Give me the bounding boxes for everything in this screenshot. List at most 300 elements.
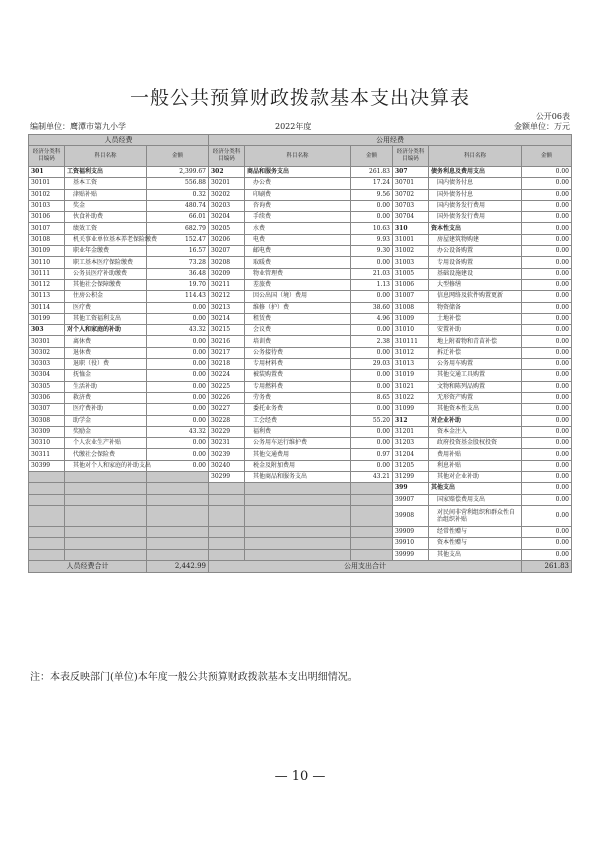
- amount-cell: 0.00: [351, 460, 393, 471]
- name-cell: 工资福利支出: [65, 167, 147, 178]
- code-cell: 30702: [393, 189, 429, 200]
- footnote: 注：本表反映部门(单位)本年度一般公共预算财政拨款基本支出明细情况。: [30, 672, 358, 683]
- name-cell: 国内债务发行费用: [429, 200, 522, 211]
- amount-cell: 0.00: [522, 460, 572, 471]
- name-cell: [65, 483, 147, 494]
- name-cell: [245, 494, 351, 505]
- name-cell: 资本性支出: [429, 223, 522, 234]
- code-cell: [209, 526, 245, 537]
- code-cell: [209, 538, 245, 549]
- table-row: [29, 268, 572, 279]
- name-cell: 大型修缮: [429, 279, 522, 290]
- name-cell: 其他工资福利支出: [65, 313, 147, 324]
- amount-cell: 0.00: [147, 392, 209, 403]
- amount-cell: 43.32: [147, 325, 209, 336]
- code-cell: 30110: [29, 257, 65, 268]
- amount-cell: [351, 549, 393, 560]
- amount-cell: 43.32: [147, 426, 209, 437]
- name-cell: 因公出国（境）费用: [245, 291, 351, 302]
- table-row: [29, 549, 572, 560]
- name-cell: 其他支出: [429, 549, 522, 560]
- name-cell: 公务用车运行维护费: [245, 438, 351, 449]
- amount-cell: 0.00: [522, 483, 572, 494]
- col-name: 科目名称: [429, 146, 522, 167]
- code-cell: 31003: [393, 257, 429, 268]
- name-cell: [65, 505, 147, 526]
- code-cell: [209, 549, 245, 560]
- amount-cell: 0.00: [147, 460, 209, 471]
- amount-cell: 0.00: [522, 415, 572, 426]
- table-row: [29, 325, 572, 336]
- code-cell: [29, 526, 65, 537]
- name-cell: 水费: [245, 223, 351, 234]
- amount-cell: 43.21: [351, 472, 393, 483]
- name-cell: 生活补助: [65, 381, 147, 392]
- code-cell: 310111: [393, 336, 429, 347]
- name-cell: 基础设施建设: [429, 268, 522, 279]
- table-row: [29, 212, 572, 223]
- name-cell: 商品和服务支出: [245, 167, 351, 178]
- code-cell: 30205: [209, 223, 245, 234]
- code-cell: 30211: [209, 279, 245, 290]
- name-cell: 公务用车购置: [429, 359, 522, 370]
- amount-cell: 0.00: [351, 381, 393, 392]
- name-cell: 委托业务费: [245, 404, 351, 415]
- amount-cell: 0.00: [522, 438, 572, 449]
- code-cell: 30217: [209, 347, 245, 358]
- name-cell: 利息补贴: [429, 460, 522, 471]
- code-cell: 30303: [29, 359, 65, 370]
- table-row: [29, 449, 572, 460]
- name-cell: 职工基本医疗保险缴费: [65, 257, 147, 268]
- code-cell: 30107: [29, 223, 65, 234]
- amount-cell: 0.00: [522, 370, 572, 381]
- name-cell: 债务利息及费用支出: [429, 167, 522, 178]
- code-cell: 39910: [393, 538, 429, 549]
- code-cell: 30207: [209, 246, 245, 257]
- amount-cell: 0.00: [522, 178, 572, 189]
- col-code: 经济分类科目编码: [393, 146, 429, 167]
- name-cell: 住房公积金: [65, 291, 147, 302]
- name-cell: 专用材料费: [245, 359, 351, 370]
- name-cell: 资本性赠与: [429, 538, 522, 549]
- amount-cell: 0.00: [522, 212, 572, 223]
- page-title: 一般公共预算财政拨款基本支出决算表: [129, 87, 470, 109]
- name-cell: 对企业补助: [429, 415, 522, 426]
- code-cell: 30240: [209, 460, 245, 471]
- amount-cell: 0.00: [351, 404, 393, 415]
- code-cell: [29, 472, 65, 483]
- name-cell: 其他交通工具购置: [429, 370, 522, 381]
- table-row: [29, 381, 572, 392]
- amount-cell: 0.00: [147, 404, 209, 415]
- code-cell: 30112: [29, 279, 65, 290]
- code-cell: 31299: [393, 472, 429, 483]
- name-cell: 地上附着物和青苗补偿: [429, 336, 522, 347]
- code-cell: 30218: [209, 359, 245, 370]
- name-cell: 咨询费: [245, 200, 351, 211]
- name-cell: 退休费: [65, 347, 147, 358]
- code-cell: 301: [29, 167, 65, 178]
- table-row: [29, 279, 572, 290]
- amount-cell: 0.00: [147, 347, 209, 358]
- amount-cell: 9.30: [351, 246, 393, 257]
- code-cell: 307: [393, 167, 429, 178]
- code-cell: [29, 538, 65, 549]
- code-cell: 39909: [393, 526, 429, 537]
- code-cell: 30305: [29, 381, 65, 392]
- code-cell: 31204: [393, 449, 429, 460]
- col-code: 经济分类科目编码: [29, 146, 65, 167]
- amount-cell: 0.00: [147, 336, 209, 347]
- expenditure-table: [28, 134, 572, 573]
- name-cell: 印刷费: [245, 189, 351, 200]
- table-row: [29, 472, 572, 483]
- public-total-label: 公用支出合计: [209, 560, 522, 572]
- amount-cell: 9.56: [351, 189, 393, 200]
- amount-cell: 114.43: [147, 291, 209, 302]
- group-public: 公用经费: [209, 135, 572, 146]
- name-cell: 工会经费: [245, 415, 351, 426]
- name-cell: 其他资本性支出: [429, 404, 522, 415]
- amount-cell: 0.00: [351, 325, 393, 336]
- code-cell: 30228: [209, 415, 245, 426]
- table-row: [29, 291, 572, 302]
- name-cell: [65, 549, 147, 560]
- table-row: [29, 223, 572, 234]
- amount-cell: 0.00: [522, 526, 572, 537]
- name-cell: 国外债务付息: [429, 189, 522, 200]
- amount-cell: [147, 483, 209, 494]
- code-cell: 31201: [393, 426, 429, 437]
- name-cell: 救济费: [65, 392, 147, 403]
- amount-cell: 0.00: [351, 438, 393, 449]
- name-cell: 其他对企业补助: [429, 472, 522, 483]
- table-row: [29, 336, 572, 347]
- table-row: [29, 494, 572, 505]
- code-cell: 30224: [209, 370, 245, 381]
- code-cell: 30701: [393, 178, 429, 189]
- amount-cell: [351, 538, 393, 549]
- name-cell: 专用燃料费: [245, 381, 351, 392]
- amount-cell: [351, 483, 393, 494]
- code-cell: [29, 483, 65, 494]
- amount-cell: 0.00: [522, 449, 572, 460]
- code-cell: 31013: [393, 359, 429, 370]
- name-cell: 奖金: [65, 200, 147, 211]
- name-cell: 专用设备购置: [429, 257, 522, 268]
- amount-cell: 0.00: [522, 291, 572, 302]
- name-cell: [245, 526, 351, 537]
- code-cell: 30301: [29, 336, 65, 347]
- amount-cell: [147, 538, 209, 549]
- amount-cell: 0.00: [522, 538, 572, 549]
- name-cell: [245, 549, 351, 560]
- amount-cell: 19.70: [147, 279, 209, 290]
- code-cell: 30208: [209, 257, 245, 268]
- amount-cell: 0.00: [522, 268, 572, 279]
- name-cell: 抚恤金: [65, 370, 147, 381]
- table-row: [29, 246, 572, 257]
- col-amount: 金额: [351, 146, 393, 167]
- amount-cell: 0.00: [522, 336, 572, 347]
- name-cell: 绩效工资: [65, 223, 147, 234]
- name-cell: 国家赔偿费用支出: [429, 494, 522, 505]
- table-row: [29, 460, 572, 471]
- amount-cell: 73.28: [147, 257, 209, 268]
- code-cell: 30215: [209, 325, 245, 336]
- amount-cell: 0.00: [522, 359, 572, 370]
- code-cell: 30113: [29, 291, 65, 302]
- amount-cell: 0.00: [522, 472, 572, 483]
- code-cell: 30216: [209, 336, 245, 347]
- amount-cell: 0.00: [522, 200, 572, 211]
- table-row: [29, 526, 572, 537]
- code-cell: [209, 494, 245, 505]
- code-cell: 302: [209, 167, 245, 178]
- name-cell: 个人农业生产补贴: [65, 438, 147, 449]
- name-cell: [245, 538, 351, 549]
- code-cell: 30106: [29, 212, 65, 223]
- code-cell: [29, 505, 65, 526]
- code-cell: 30201: [209, 178, 245, 189]
- amount-cell: [147, 505, 209, 526]
- name-cell: 离休费: [65, 336, 147, 347]
- amount-cell: [147, 549, 209, 560]
- name-cell: 医疗费: [65, 302, 147, 313]
- amount-cell: [147, 472, 209, 483]
- code-cell: 39999: [393, 549, 429, 560]
- name-cell: [65, 538, 147, 549]
- code-cell: 30206: [209, 234, 245, 245]
- name-cell: 国内债务付息: [429, 178, 522, 189]
- code-cell: 30229: [209, 426, 245, 437]
- name-cell: 会议费: [245, 325, 351, 336]
- code-cell: [209, 483, 245, 494]
- code-cell: 31007: [393, 291, 429, 302]
- name-cell: 其他交通费用: [245, 449, 351, 460]
- name-cell: 税金及附加费用: [245, 460, 351, 471]
- name-cell: 其他社会保障缴费: [65, 279, 147, 290]
- amount-cell: [147, 526, 209, 537]
- name-cell: 邮电费: [245, 246, 351, 257]
- name-cell: 经常性赠与: [429, 526, 522, 537]
- amount-cell: 0.00: [522, 381, 572, 392]
- name-cell: 资本金注入: [429, 426, 522, 437]
- amount-cell: 0.00: [522, 426, 572, 437]
- name-cell: 无形资产购置: [429, 392, 522, 403]
- amount-cell: 0.00: [147, 438, 209, 449]
- name-cell: 国外债务发行费用: [429, 212, 522, 223]
- code-cell: 30302: [29, 347, 65, 358]
- name-cell: 政府投资基金股权投资: [429, 438, 522, 449]
- table-row: [29, 302, 572, 313]
- group-personnel: 人员经费: [29, 135, 209, 146]
- amount-cell: 0.00: [351, 257, 393, 268]
- code-cell: 39907: [393, 494, 429, 505]
- code-cell: 31010: [393, 325, 429, 336]
- amount-cell: 0.00: [522, 234, 572, 245]
- name-cell: 土地补偿: [429, 313, 522, 324]
- name-cell: 其他对个人和家庭的补助支出: [65, 460, 147, 471]
- name-cell: 费用补贴: [429, 449, 522, 460]
- name-cell: 手续费: [245, 212, 351, 223]
- code-cell: 30704: [393, 212, 429, 223]
- name-cell: 津贴补贴: [65, 189, 147, 200]
- code-cell: 30103: [29, 200, 65, 211]
- code-cell: 31012: [393, 347, 429, 358]
- code-cell: 399: [393, 483, 429, 494]
- amount-cell: 0.00: [147, 381, 209, 392]
- code-cell: 30199: [29, 313, 65, 324]
- amount-cell: 36.48: [147, 268, 209, 279]
- code-cell: 31001: [393, 234, 429, 245]
- code-cell: 30212: [209, 291, 245, 302]
- code-cell: 30304: [29, 370, 65, 381]
- table-row: [29, 167, 572, 178]
- name-cell: 医疗费补助: [65, 404, 147, 415]
- amount-cell: 16.57: [147, 246, 209, 257]
- amount-cell: 0.00: [522, 347, 572, 358]
- amount-cell: 0.00: [522, 313, 572, 324]
- name-cell: 职业年金缴费: [65, 246, 147, 257]
- name-cell: 电费: [245, 234, 351, 245]
- amount-cell: 0.00: [522, 404, 572, 415]
- group-header-row: [29, 135, 572, 146]
- name-cell: 基本工资: [65, 178, 147, 189]
- code-cell: 39908: [393, 505, 429, 526]
- amount-cell: 0.00: [522, 279, 572, 290]
- amount-cell: 2,399.67: [147, 167, 209, 178]
- amount-cell: 0.00: [147, 415, 209, 426]
- code-cell: 31002: [393, 246, 429, 257]
- amount-cell: 0.00: [147, 359, 209, 370]
- name-cell: 伙食补助费: [65, 212, 147, 223]
- name-cell: 对民间非营利组织和群众性自治组织补贴: [429, 505, 522, 526]
- table-row: [29, 370, 572, 381]
- code-cell: 31205: [393, 460, 429, 471]
- code-cell: 30102: [29, 189, 65, 200]
- amount-cell: 0.00: [147, 302, 209, 313]
- column-header-row: [29, 146, 572, 167]
- table-row: [29, 359, 572, 370]
- amount-cell: 0.00: [351, 291, 393, 302]
- code-cell: 30703: [393, 200, 429, 211]
- amount-cell: 8.65: [351, 392, 393, 403]
- amount-cell: 0.00: [351, 200, 393, 211]
- amount-cell: 0.00: [522, 549, 572, 560]
- code-cell: 30202: [209, 189, 245, 200]
- amount-cell: [351, 505, 393, 526]
- name-cell: 公务员医疗补助缴费: [65, 268, 147, 279]
- name-cell: 奖励金: [65, 426, 147, 437]
- amount-cell: 21.03: [351, 268, 393, 279]
- table-row: [29, 234, 572, 245]
- amount-cell: 0.00: [522, 392, 572, 403]
- code-cell: 30203: [209, 200, 245, 211]
- code-cell: 30226: [209, 392, 245, 403]
- code-cell: [209, 505, 245, 526]
- code-cell: 31006: [393, 279, 429, 290]
- code-cell: 30231: [209, 438, 245, 449]
- amount-cell: 261.83: [351, 167, 393, 178]
- code-cell: 310: [393, 223, 429, 234]
- name-cell: 其他支出: [429, 483, 522, 494]
- name-cell: 对个人和家庭的补助: [65, 325, 147, 336]
- code-cell: 31022: [393, 392, 429, 403]
- code-cell: 30204: [209, 212, 245, 223]
- amount-cell: 556.88: [147, 178, 209, 189]
- table-row: [29, 392, 572, 403]
- code-cell: 30309: [29, 426, 65, 437]
- amount-unit: 金额单位：万元: [514, 122, 570, 131]
- code-cell: 30225: [209, 381, 245, 392]
- amount-cell: [351, 494, 393, 505]
- code-cell: 31008: [393, 302, 429, 313]
- table-row: [29, 257, 572, 268]
- table-row: [29, 505, 572, 526]
- code-cell: 31009: [393, 313, 429, 324]
- name-cell: 退职（役）费: [65, 359, 147, 370]
- table-row: [29, 347, 572, 358]
- amount-cell: 0.00: [351, 426, 393, 437]
- amount-cell: 9.93: [351, 234, 393, 245]
- name-cell: 其他商品和服务支出: [245, 472, 351, 483]
- code-cell: 30399: [29, 460, 65, 471]
- amount-cell: 0.00: [522, 246, 572, 257]
- col-name: 科目名称: [245, 146, 351, 167]
- table-row: [29, 313, 572, 324]
- code-cell: 30227: [209, 404, 245, 415]
- amount-cell: [351, 526, 393, 537]
- amount-cell: 0.00: [147, 313, 209, 324]
- name-cell: 机关事业单位基本养老保险缴费: [65, 234, 147, 245]
- amount-cell: 1.13: [351, 279, 393, 290]
- name-cell: 拆迁补偿: [429, 347, 522, 358]
- name-cell: [245, 483, 351, 494]
- amount-cell: 152.47: [147, 234, 209, 245]
- form-number: 公开06表: [535, 112, 570, 121]
- name-cell: [245, 505, 351, 526]
- name-cell: 文物和陈列品购置: [429, 381, 522, 392]
- amount-cell: 4.96: [351, 313, 393, 324]
- code-cell: 30101: [29, 178, 65, 189]
- name-cell: 福利费: [245, 426, 351, 437]
- code-cell: 30214: [209, 313, 245, 324]
- name-cell: 信息网络及软件购置更新: [429, 291, 522, 302]
- code-cell: 30239: [209, 449, 245, 460]
- code-cell: 30114: [29, 302, 65, 313]
- amount-cell: 0.32: [147, 189, 209, 200]
- table-row: [29, 404, 572, 415]
- code-cell: 30306: [29, 392, 65, 403]
- amount-cell: 0.00: [351, 347, 393, 358]
- table-body: [29, 135, 572, 573]
- name-cell: [65, 494, 147, 505]
- table-row: [29, 426, 572, 437]
- reporting-unit: 编制单位：鹰潭市第九小学: [30, 122, 126, 131]
- code-cell: 30109: [29, 246, 65, 257]
- col-amount: 金额: [522, 146, 572, 167]
- name-cell: 助学金: [65, 415, 147, 426]
- amount-cell: 10.63: [351, 223, 393, 234]
- code-cell: 31099: [393, 404, 429, 415]
- table-row: [29, 483, 572, 494]
- name-cell: [65, 526, 147, 537]
- name-cell: 安置补助: [429, 325, 522, 336]
- code-cell: 30299: [209, 472, 245, 483]
- code-cell: 31019: [393, 370, 429, 381]
